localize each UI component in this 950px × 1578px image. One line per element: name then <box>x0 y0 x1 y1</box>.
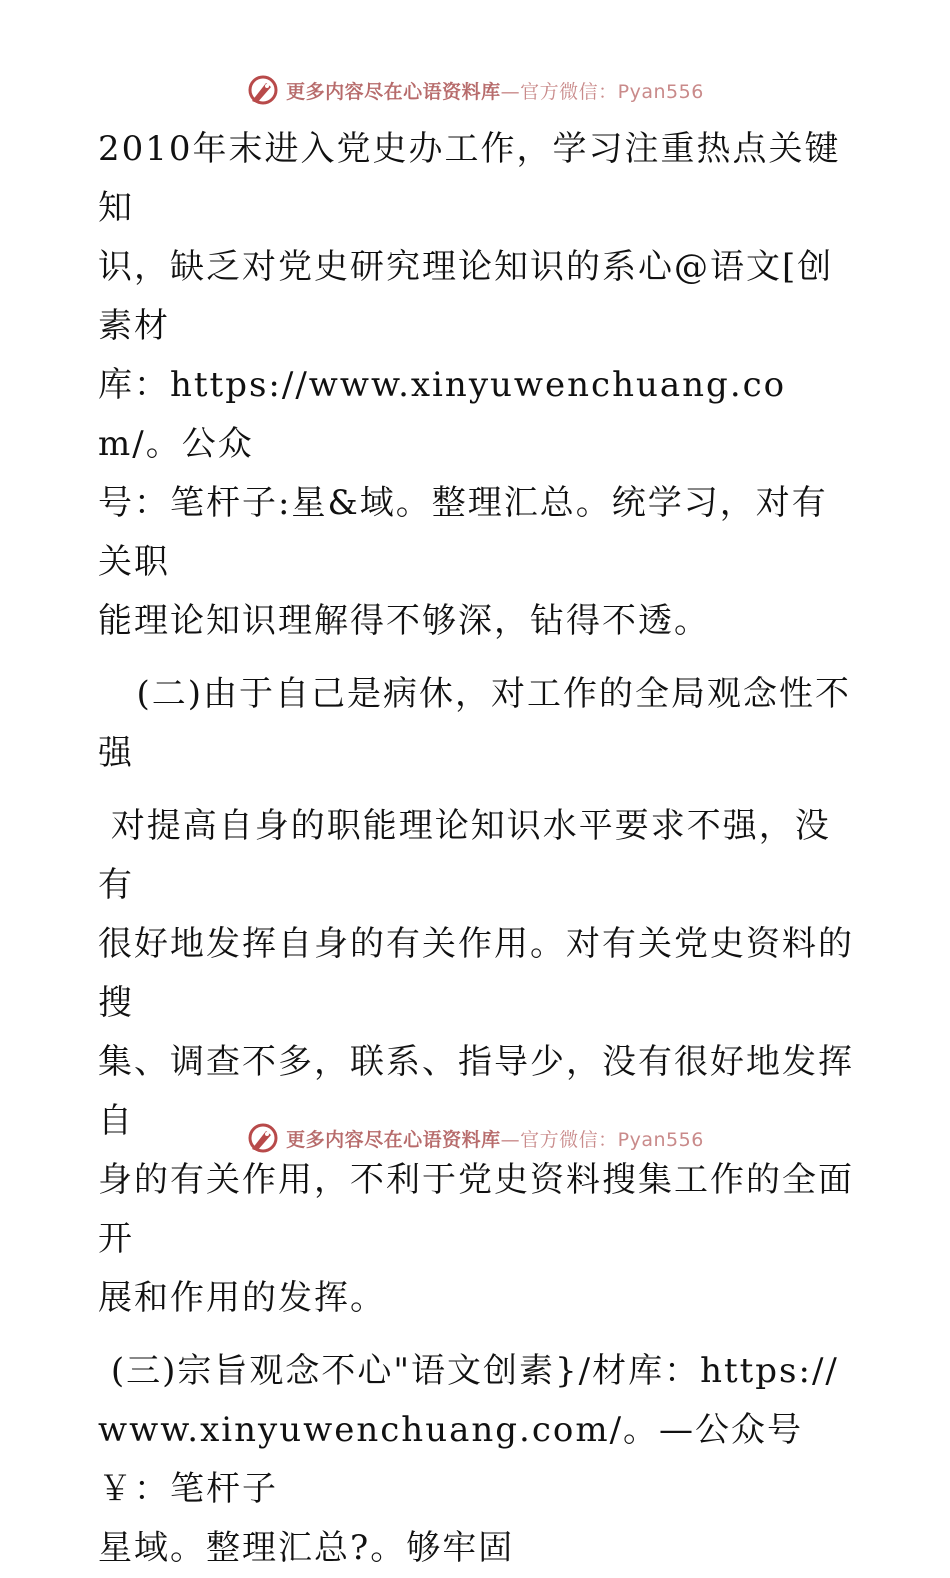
text-line: 身的有关作用，不利于党史资料搜集工作的全面开 <box>98 1160 854 1259</box>
footer-banner <box>0 1118 950 1158</box>
footer-banner-main: 更多内容尽在心语资料库 <box>286 1128 501 1151</box>
paragraph-1 <box>98 120 858 651</box>
text-line: (三)宗旨观念不心"语文创素}/材库：https:// <box>98 1351 839 1391</box>
paragraph-2-heading <box>98 665 858 783</box>
footer-banner-text <box>286 1125 704 1152</box>
text-line: 号：笔杆子:星&域。整理汇总。统学习，对有关职 <box>98 483 828 582</box>
text-line: 能理论知识理解得不够深，钻得不透。 <box>98 601 710 641</box>
header-banner-wechat: 官方微信：Pyan556 <box>520 80 704 103</box>
pen-nib-logo-icon <box>246 73 280 107</box>
text-line: (二)由于自己是病休，对工作的全局观念性不 <box>98 674 851 714</box>
text-line: 对提高自身的职能理论知识水平要求不强，没有 <box>98 806 831 905</box>
text-line: 库：https://www.xinyuwenchuang.com/。公众 <box>98 365 787 464</box>
pen-nib-logo-icon <box>246 1121 280 1155</box>
paragraph-3 <box>98 797 858 1328</box>
header-banner-main: 更多内容尽在心语资料库 <box>286 80 501 103</box>
header-banner-separator: — <box>500 80 521 103</box>
text-line: 展和作用的发挥。 <box>98 1278 386 1318</box>
header-banner-text <box>286 77 704 104</box>
footer-banner-wechat: 官方微信：Pyan556 <box>520 1128 704 1151</box>
text-line: 星域。整理汇总?。够牢固 <box>98 1528 515 1568</box>
document-body <box>98 120 858 1578</box>
header-banner <box>0 70 950 110</box>
text-line: 2010年末进入党史办工作，学习注重热点关键知 <box>98 129 841 228</box>
text-line: 强 <box>98 733 134 773</box>
text-line: www.xinyuwenchuang.com/。—公众号￥：笔杆子 <box>98 1410 804 1509</box>
paragraph-4 <box>98 1342 858 1578</box>
text-line: 很好地发挥自身的有关作用。对有关党史资料的搜 <box>98 924 854 1023</box>
text-line: 识，缺乏对党史研究理论知识的系心@语文[创素材 <box>98 247 834 346</box>
footer-banner-separator: — <box>500 1128 521 1151</box>
text-line: 集、调查不多，联系、指导少，没有很好地发挥自 <box>98 1042 854 1141</box>
